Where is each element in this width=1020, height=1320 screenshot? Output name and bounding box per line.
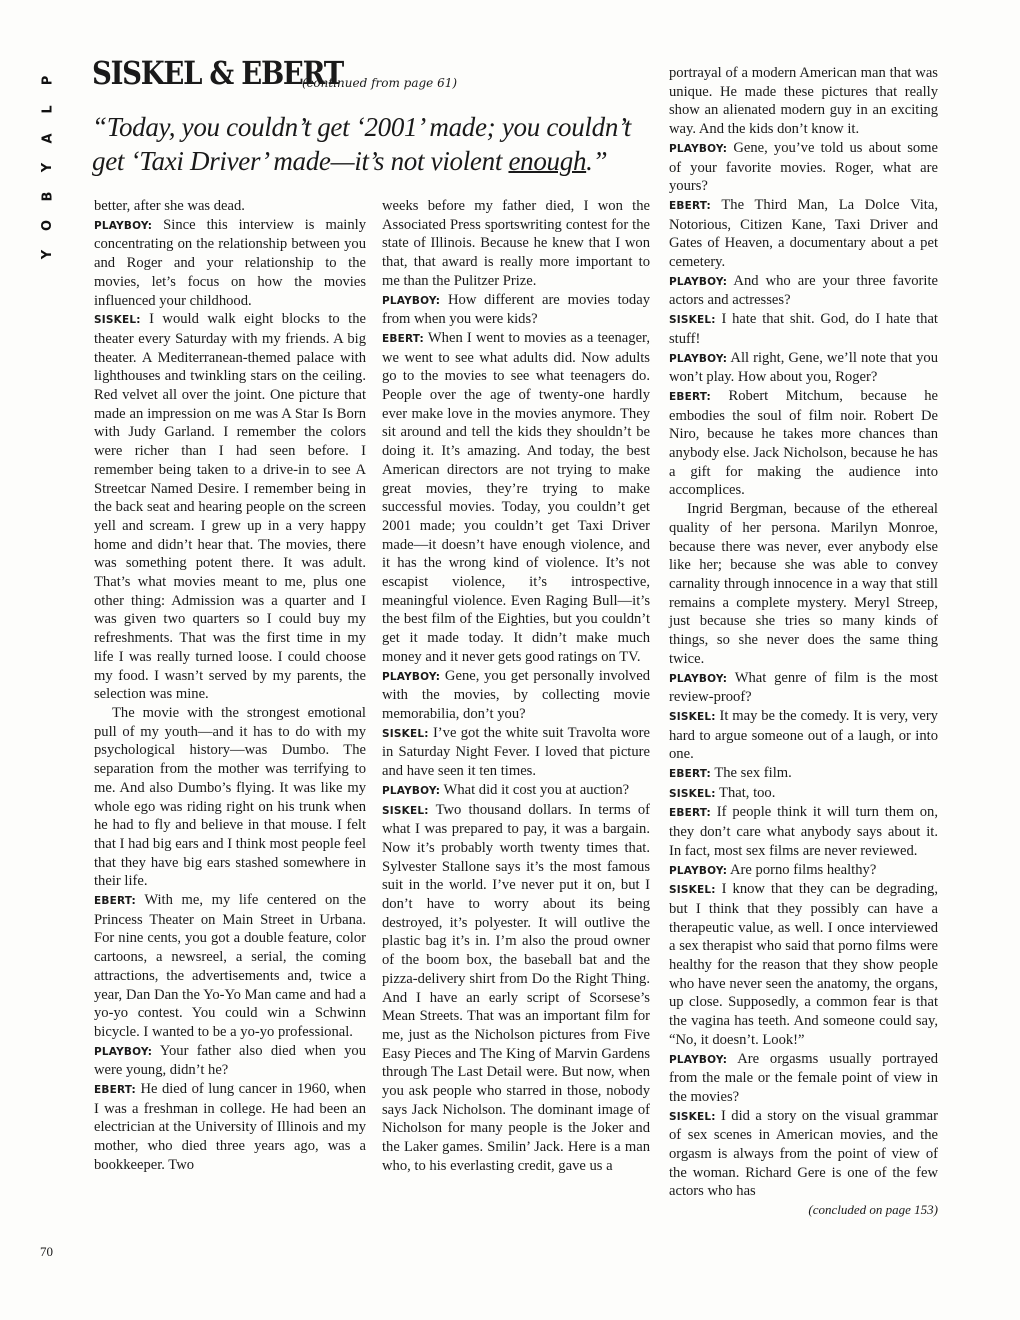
interview-paragraph <box>669 1107 938 1202</box>
interview-paragraph <box>669 764 938 784</box>
pull-quote <box>92 110 662 178</box>
interview-paragraph <box>382 724 650 781</box>
page-number: 70 <box>40 1244 53 1259</box>
paragraph-text: I would walk eight blocks to the theater every Saturday with my friends. A big theater. A Mediterranean-themed palace with lighthouses and twinkling stars on the ceiling. Red velvet all over the joint. One picture that made an impression on me was A Star Is Born with Judy Garland. I remember the colors were richer than I had seen before. I remember being taken to a drive-in to see A Streetcar Named Desire. I remember being in the back seat and hearing people on the screen yell and scream. I grew up in a very happy home and didn’t hear that. The movies, there was something potent there. It was adult. That’s what movies meant to me, plus one other thing: Admission was a quarter and I was given two quarters so I could buy my refreshments. That was the first time in my life I was really turned loose. I could choose my food. I wasn’t served by my parents, the selection was mine. <box>94 311 366 703</box>
speaker-label: SISKEL: <box>669 1110 716 1123</box>
interview-paragraph <box>669 139 938 196</box>
speaker-label: PLAYBOY: <box>94 1045 153 1058</box>
paragraph-text: Your father also died when you were young, didn’t he? <box>94 1042 367 1079</box>
interview-paragraph <box>382 801 650 1176</box>
sidebar-letter: A <box>40 133 56 144</box>
interview-paragraph <box>669 669 938 707</box>
paragraph-text: portrayal of a modern American man that was unique. He made these pictures that really show an alienated modern guy in an exciting way. And the kids don’t know it. <box>669 65 938 138</box>
paragraph-text: Since this interview is mainly concentrating on the relationship between you and Roger and your relationship to the movies, let’s focus on how the movies influenced your childhood. <box>94 216 366 309</box>
speaker-label: PLAYBOY: <box>669 142 728 155</box>
speaker-label: PLAYBOY: <box>669 672 728 685</box>
speaker-label: PLAYBOY: <box>382 670 441 683</box>
sidebar-letter: B <box>40 191 56 202</box>
interview-paragraph <box>669 64 938 139</box>
interview-paragraph <box>669 500 938 668</box>
concluded-note: (concluded on page 153) <box>808 1202 938 1218</box>
interview-paragraph <box>382 197 650 291</box>
pull-quote-emphasis: enough <box>508 146 587 176</box>
article-title: SISKEL & EBERT <box>92 54 343 92</box>
paragraph-text: Are orgasms usually portrayed from the male or the female point of view in the movies? <box>669 1050 938 1105</box>
sidebar-letter: P <box>40 75 56 86</box>
speaker-label: PLAYBOY: <box>669 864 728 877</box>
continued-note: (continued from page 61) <box>302 76 458 90</box>
interview-paragraph <box>669 387 938 500</box>
paragraph-text: Ingrid Bergman, because of the ethereal quality of her persona. Marilyn Monroe, because there was never, ever anybody else like her; because she was able to convey carnality through innocence in a way that still remains a complete mystery. Meryl Streep, just because she tries so many kinds of things, so she never does the same thing twice. <box>669 501 938 667</box>
speaker-label: EBERT: <box>94 1084 136 1097</box>
interview-paragraph <box>94 704 366 891</box>
interview-paragraph <box>94 1080 366 1175</box>
interview-paragraph <box>669 880 938 1049</box>
paragraph-text: The sex film. <box>714 765 792 782</box>
speaker-label: SISKEL: <box>669 884 716 897</box>
interview-paragraph <box>669 310 938 348</box>
interview-paragraph <box>382 291 650 329</box>
paragraph-text: How different are movies today from when you were kids? <box>382 291 650 328</box>
speaker-label: EBERT: <box>669 807 711 820</box>
interview-paragraph <box>669 272 938 310</box>
paragraph-text: That, too. <box>719 784 776 801</box>
speaker-label: EBERT: <box>669 199 711 212</box>
speaker-label: PLAYBOY: <box>382 294 441 307</box>
speaker-label: SISKEL: <box>382 804 429 817</box>
paragraph-text: What did it cost you at auction? <box>443 781 630 798</box>
sidebar-letter: O <box>40 219 56 232</box>
text-column-3 <box>669 64 938 1220</box>
paragraph-text: Gene, you get personally involved with the movies, by collecting movie memorabilia, don’t you? <box>382 667 650 722</box>
interview-paragraph <box>382 329 650 667</box>
paragraph-text: The Third Man, La Dolce Vita, Notorious, Citizen Kane, Taxi Driver and Gates of Heaven, a documentary about a pet cemetery. <box>669 196 938 271</box>
speaker-label: PLAYBOY: <box>382 784 441 797</box>
paragraph-text: better, after she was dead. <box>94 198 245 214</box>
speaker-label: PLAYBOY: <box>669 1053 728 1066</box>
interview-paragraph <box>669 861 938 881</box>
paragraph-text: I hate that shit. God, do I hate that stuff! <box>669 311 938 347</box>
paragraph-text: All right, Gene, we’ll note that you won’t play. How about you, Roger? <box>669 349 939 386</box>
interview-paragraph <box>669 707 938 764</box>
interview-paragraph <box>669 1050 938 1107</box>
interview-paragraph <box>669 349 938 387</box>
paragraph-text: And who are your three favorite actors and actresses? <box>669 272 939 309</box>
speaker-label: PLAYBOY: <box>669 275 728 288</box>
speaker-label: EBERT: <box>669 390 711 403</box>
paragraph-text: weeks before my father died, I won the Associated Press sportswriting contest for the state of Illinois. Because he knew that I won that, that award is really more important to me than the Pulitzer Prize. <box>382 198 650 289</box>
paragraph-text: Robert Mitchum, because he embodies the soul of film noir. Robert De Niro, because he takes more chances than anybody else. Jack Nicholson, because he has a gift for making the audience into accomplices. <box>669 387 939 499</box>
paragraph-text: He died of lung cancer in 1960, when I was a freshman in college. He had been an electrician at the University of Illinois and my mother, who died three years ago, was a bookkeeper. Two <box>94 1081 366 1173</box>
sidebar-letter: Y <box>40 162 56 173</box>
speaker-label: SISKEL: <box>669 710 716 723</box>
speaker-label: SISKEL: <box>94 314 141 327</box>
interview-paragraph <box>669 196 938 272</box>
interview-paragraph <box>382 667 650 724</box>
sidebar-letter: L <box>40 105 56 114</box>
paragraph-text: The movie with the strongest emotional pull of my youth—and it has to do with my psychological history—was Dumbo. The separation from the mother was terrifying to me. And also Dumbo’s flying. It was like my whole ego was riding right on his trunk when he had to fly and believe in that mouse. I felt that I had big ears and I think most people feel that they have big ears stashed somewhere in their life. <box>94 704 366 890</box>
interview-paragraph <box>669 803 938 860</box>
speaker-label: PLAYBOY: <box>94 219 153 232</box>
interview-paragraph <box>94 891 366 1042</box>
paragraph-text: When I went to movies as a teenager, we went to see what adults did. Now adults go to the movies to see what teenagers do. People over the age of twenty-one hardly ever make love in the movies anymore. They sit around and tell the kids they shouldn’t be doing it. It’s amazing. And today, the best American directors are not trying to make great movies, they’re trying to make successful movies. Today, you couldn’t get 2001 made; you couldn’t get Taxi Driver made—it doesn’t have enough violence, and it has the wrong kind of violence. It’s not escapist violence, it’s introspective, meaningful violence. Even Raging Bull—it’s the best film of the Eighties, but you couldn’t get it made today. It didn’t make much money and it never gets good ratings on TV. <box>382 329 650 665</box>
speaker-label: SISKEL: <box>382 727 429 740</box>
interview-paragraph <box>94 216 366 311</box>
speaker-label: EBERT: <box>669 768 711 781</box>
speaker-label: PLAYBOY: <box>669 352 728 365</box>
interview-paragraph <box>94 1042 366 1080</box>
text-column-2 <box>382 197 650 1176</box>
interview-paragraph <box>382 781 650 801</box>
paragraph-text: I know that they can be degrading, but I think that they possibly can have a therapeutic value, as well. I once interviewed a sex therapist who said that porno films were healthy for the reason that they show people who have never seen the anatomy, the organs, up close. Supposedly, a common fear is that the vagina has teeth. And someone could say, “No, it doesn’t. Look!” <box>669 881 939 1048</box>
text-column-1 <box>94 197 366 1175</box>
speaker-label: EBERT: <box>382 332 424 345</box>
paragraph-text: I did a story on the visual grammar of sex scenes in American movies, and the orgasm is always from the point of view of the woman. Richard Gere is one of the few actors who has <box>669 1107 938 1200</box>
pull-quote-end: .” <box>586 146 608 176</box>
paragraph-text: I’ve got the white suit Travolta wore in Saturday Night Fever. I loved that picture and have seen it ten times. <box>382 724 650 780</box>
speaker-label: EBERT: <box>94 895 136 908</box>
article-header <box>92 54 660 92</box>
paragraph-text: What genre of film is the most review-proof? <box>669 669 938 706</box>
paragraph-text: If people think it will turn them on, they don’t care what anybody says about it. In fact, most sex films are never reviewed. <box>669 804 938 859</box>
pull-quote-text: “Today, you couldn’t get ‘2001’ made; you couldn’t get ‘Taxi Driver’ made—it’s not violent <box>92 112 631 176</box>
interview-paragraph <box>94 310 366 704</box>
sidebar-letter: Y <box>40 249 56 260</box>
speaker-label: SISKEL: <box>669 787 716 800</box>
interview-paragraph <box>669 784 938 804</box>
paragraph-text: With me, my life centered on the Princess Theater on Main Street in Urbana. For nine cents, you got a double feature, color cartoons, a newsreel, a serial, the coming attractions, the advertisements and, twice a year, Dan Dan the Yo-Yo Man came and had a yo-yo contest. You could win a Schwinn bicycle. I wanted to be a yo-yo professional. <box>94 892 366 1040</box>
paragraph-text: It may be the comedy. It is very, very hard to argue someone out of a laugh, or into one. <box>669 707 938 763</box>
paragraph-text: Are porno films healthy? <box>730 861 877 878</box>
speaker-label: SISKEL: <box>669 314 716 327</box>
paragraph-text: Gene, you’ve told us about some of your favorite movies. Roger, what are yours? <box>669 139 938 195</box>
magazine-sidebar-logo <box>28 66 68 269</box>
paragraph-text: Two thousand dollars. In terms of what I was prepared to pay, it was a bargain. Now it’s probably worth twenty times that. Sylvester Stallone says it’s the most famous suit in the world. I’ve never put it on, but I don’t have to worry about its being destroyed, it’s polyester. It will outlive the plastic bag it’s in. I’m also the proud owner of the boom box, the baseball bat and the pizza-delivery shirt from Do the Right Thing. And I have an early script of Scorsese’s Mean Streets. That was an important film for me, just as the Nicholson pictures from Five Easy Pieces and The King of Marvin Gardens through The Last Detail were. But now, when you ask people who starred in those, nobody says Jack Nicholson. The dominant image of Nicholson for many people is the Joker and the Laker games. Smilin’ Jack. Here is a man who, to his everlasting credit, gave us a <box>382 801 650 1174</box>
interview-paragraph <box>94 197 366 216</box>
